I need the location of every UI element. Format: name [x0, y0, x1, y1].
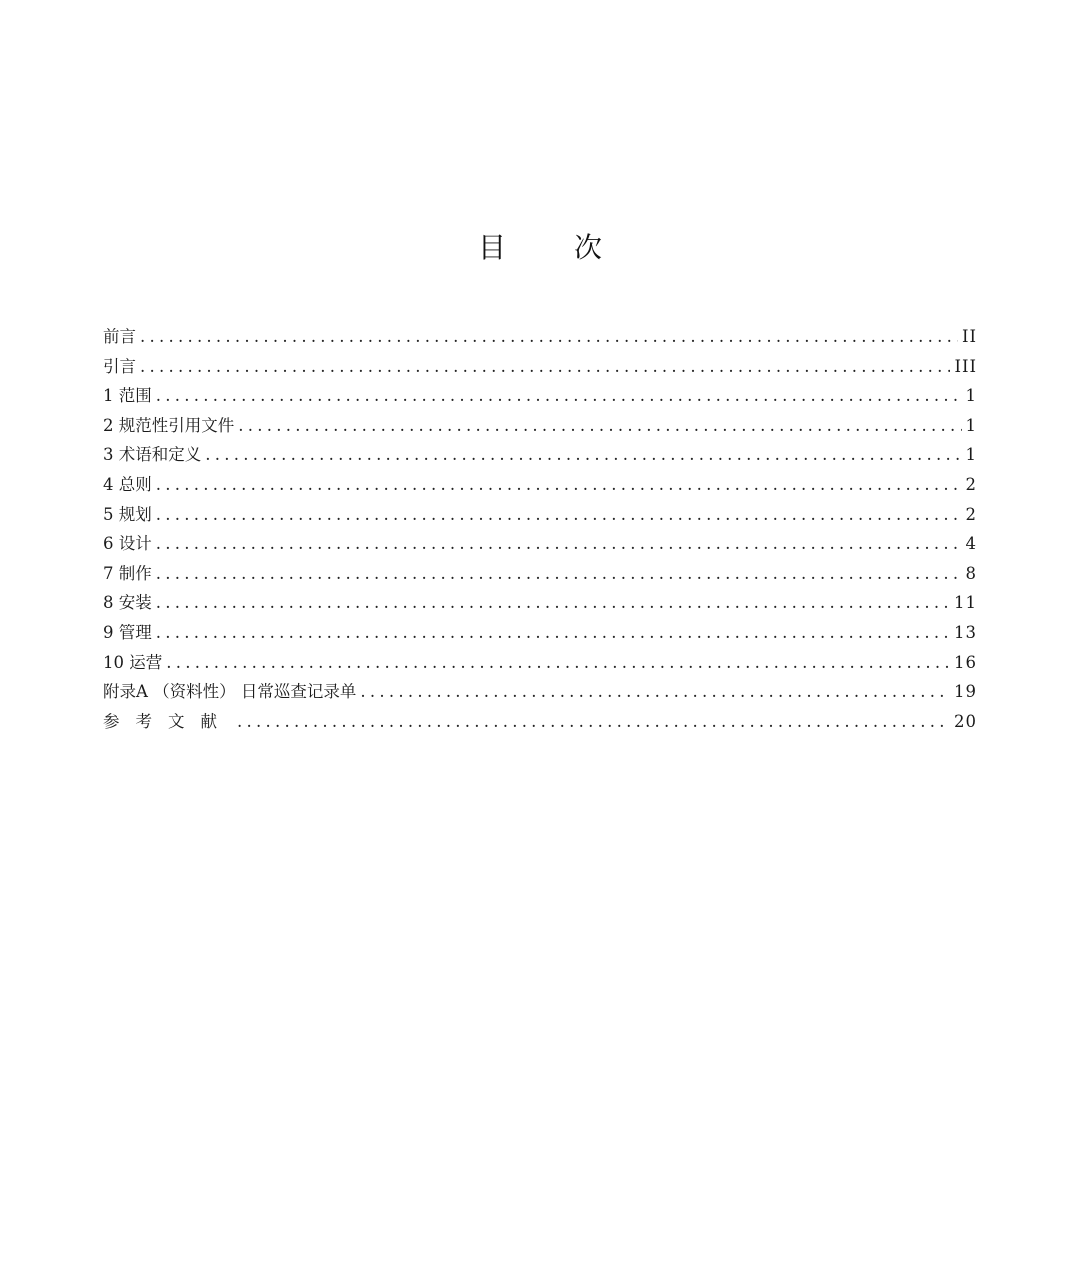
- toc-leader-dots: [237, 707, 950, 737]
- toc-leader-dots: [238, 411, 961, 441]
- toc-entry-page: 11: [954, 593, 977, 613]
- toc-leader-dots: [166, 648, 950, 678]
- toc-entry-label: 引言: [103, 356, 136, 376]
- toc-entry-label: 5 规划: [103, 504, 152, 524]
- toc-entry-label: 7 制作: [103, 563, 152, 583]
- toc-leader-dots: [205, 440, 961, 470]
- toc-entry-label: 10 运营: [103, 652, 163, 672]
- toc-leader-dots: [156, 559, 962, 589]
- toc-entry-label: 4 总则: [103, 474, 152, 494]
- toc-entry-label: 9 管理: [103, 622, 152, 642]
- toc-leader-dots: [156, 588, 950, 618]
- toc-leader-dots: [156, 470, 962, 500]
- toc-entry-label: 8 安装: [103, 593, 152, 613]
- toc-entry-scope[interactable]: [103, 381, 977, 411]
- toc-entry-label: 3 术语和定义: [103, 445, 202, 465]
- toc-entry-page: 16: [954, 652, 977, 672]
- page-title: [0, 226, 1080, 266]
- toc-leader-dots: [156, 618, 950, 648]
- toc-entry-terms-definitions[interactable]: [103, 440, 977, 470]
- toc-entry-foreword[interactable]: [103, 322, 977, 352]
- toc-entry-label: 前言: [103, 327, 136, 346]
- toc-entry-page: 20: [954, 711, 977, 731]
- toc-leader-dots: [156, 381, 962, 411]
- toc-leader-dots: [156, 529, 962, 559]
- toc-entry-label: 参考文献: [103, 711, 233, 731]
- toc-leader-dots: [156, 500, 962, 530]
- toc-entry-page: 13: [954, 622, 977, 642]
- toc-entry-page: 19: [954, 682, 977, 702]
- toc-leader-dots: [140, 322, 958, 352]
- toc-entry-page: 1: [965, 386, 977, 406]
- toc-entry-bibliography[interactable]: [103, 707, 977, 737]
- toc-leader-dots: [360, 677, 950, 707]
- toc-entry-page: 2: [965, 504, 977, 524]
- toc-entry-label: 6 设计: [103, 534, 152, 554]
- table-of-contents: [103, 322, 977, 736]
- title-char-2: 次: [574, 231, 603, 264]
- toc-entry-page: III: [954, 356, 977, 376]
- toc-leader-dots: [140, 352, 950, 382]
- toc-entry-page: II: [961, 327, 977, 346]
- toc-entry-production[interactable]: [103, 559, 977, 589]
- toc-entry-page: 8: [965, 563, 977, 583]
- toc-entry-operation[interactable]: [103, 648, 977, 678]
- toc-entry-page: 1: [965, 415, 977, 435]
- toc-entry-page: 4: [965, 534, 977, 554]
- toc-entry-page: 2: [965, 474, 977, 494]
- toc-entry-appendix-a[interactable]: [103, 677, 977, 707]
- title-char-1: 目: [477, 231, 506, 264]
- toc-entry-planning[interactable]: [103, 500, 977, 530]
- toc-entry-design[interactable]: [103, 529, 977, 559]
- toc-entry-introduction[interactable]: [103, 352, 977, 382]
- toc-entry-label: 1 范围: [103, 386, 152, 406]
- toc-entry-installation[interactable]: [103, 588, 977, 618]
- toc-entry-page: 1: [965, 445, 977, 465]
- toc-entry-label: 附录A （资料性） 日常巡查记录单: [103, 682, 357, 702]
- toc-entry-normative-references[interactable]: [103, 411, 977, 441]
- toc-entry-general[interactable]: [103, 470, 977, 500]
- toc-entry-management[interactable]: [103, 618, 977, 648]
- toc-entry-label: 2 规范性引用文件: [103, 415, 235, 435]
